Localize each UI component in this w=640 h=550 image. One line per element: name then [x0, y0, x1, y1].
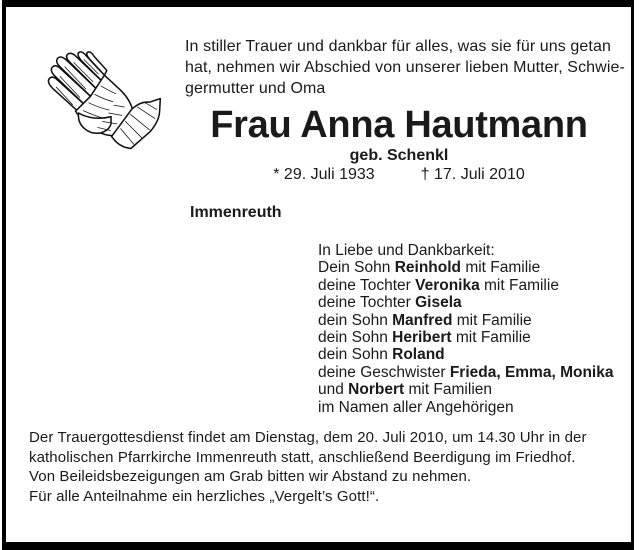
praying-hands-icon — [28, 30, 178, 174]
intro-line: In stiller Trauer und dankbar für alles, was sie für uns getan — [185, 38, 611, 55]
mourner-line: dein Sohn Heribert mit Familie — [318, 329, 531, 347]
service-info — [29, 428, 587, 506]
birth-date: * 29. Juli 1933 — [273, 166, 375, 183]
service-info-line: katholischen Pfarrkirche Immenreuth statt, anschließend Beerdigung im Friedhof. — [29, 448, 576, 466]
intro-text — [185, 36, 625, 99]
obituary-notice-frame — [2, 0, 634, 550]
place-name: Immenreuth — [190, 204, 282, 221]
mourner-line: dein Sohn Manfred mit Familie — [318, 311, 532, 329]
intro-line: germutter und Oma — [185, 80, 326, 97]
maiden-name: geb. Schenkl — [349, 147, 449, 164]
life-dates — [185, 165, 613, 185]
mourner-line: deine Tochter Gisela — [318, 294, 462, 312]
mourner-line: deine Geschwister Frieda, Emma, Monika — [318, 363, 614, 381]
mourners-heading: In Liebe und Dankbarkeit: — [318, 242, 495, 259]
death-date: † 17. Juli 2010 — [420, 166, 525, 183]
intro-line: hat, nehmen wir Abschied von unserer lieben Mutter, Schwie- — [185, 59, 625, 76]
mourner-line: dein Sohn Roland — [318, 346, 445, 364]
mourner-line: Dein Sohn Reinhold mit Familie — [318, 259, 541, 277]
mourners-lines — [318, 259, 613, 416]
mourner-line: deine Tochter Veronika mit Familie — [318, 276, 559, 294]
mourner-line: im Namen aller Angehörigen — [318, 398, 514, 416]
mourner-line: und Norbert mit Familien — [318, 381, 493, 399]
service-info-line: Der Trauergottesdienst findet am Dienstag, dem 20. Juli 2010, um 14.30 Uhr in der — [29, 429, 587, 446]
service-info-line: Von Beileidsbezeigungen am Grab bitten wir Abstand zu nehmen. — [29, 468, 472, 486]
deceased-name: Frau Anna Hautmann — [210, 104, 588, 146]
service-info-line: Für alle Anteilnahme ein herzliches „Vergelt’s Gott!“. — [29, 487, 380, 505]
mourners-block — [318, 242, 613, 416]
